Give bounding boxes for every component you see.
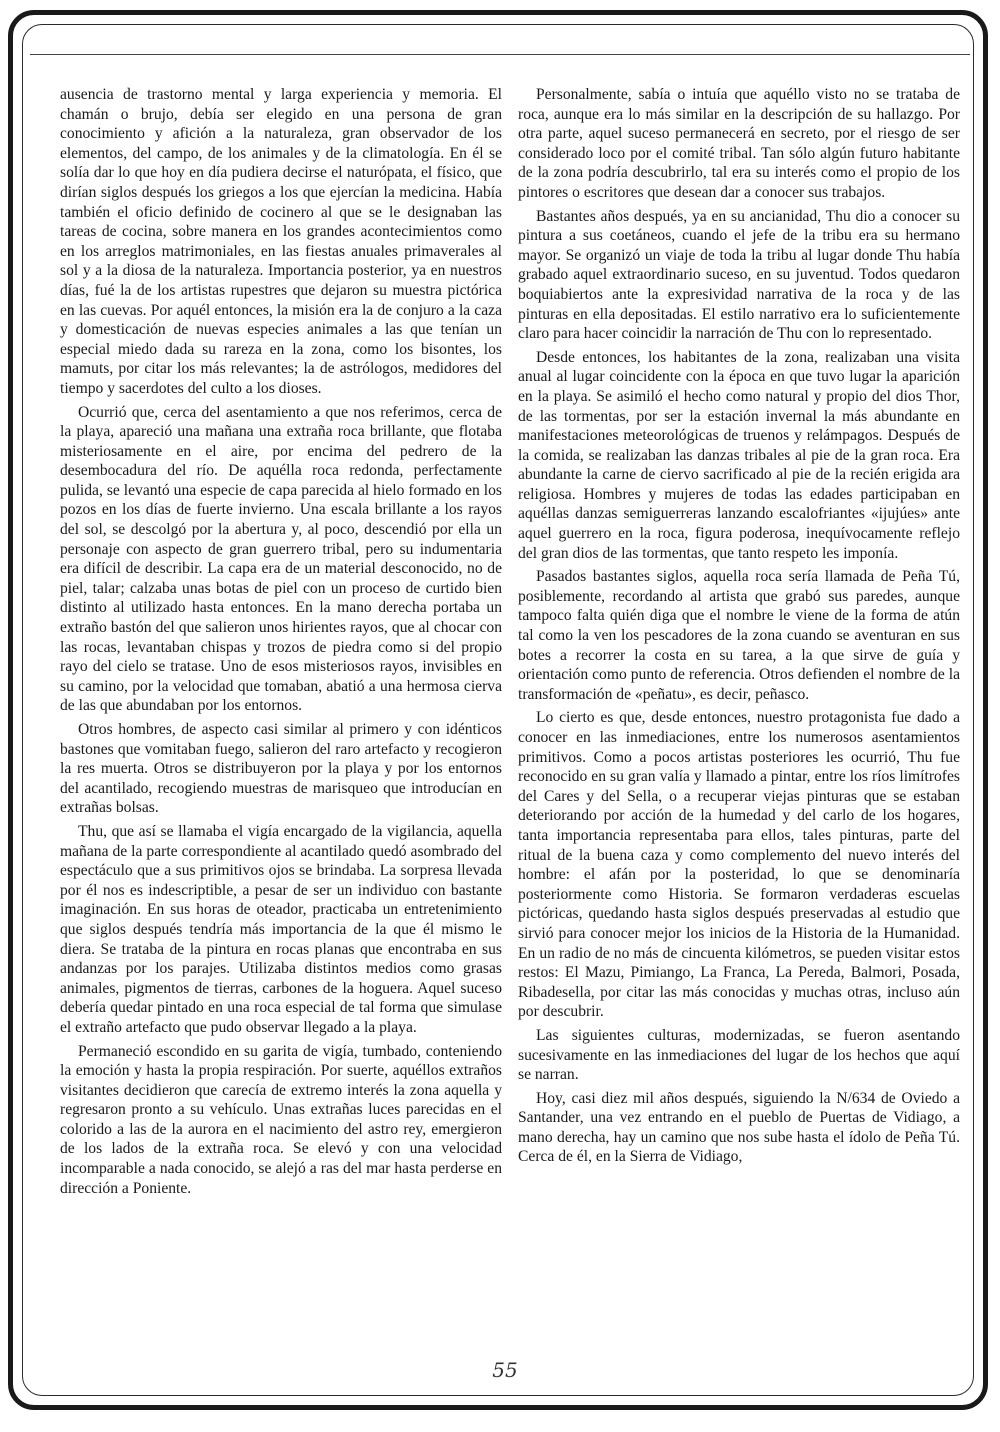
page-number: 55 [492, 1358, 518, 1382]
paragraph: Bastantes años después, ya en su ancianidad, Thu dio a conocer su pintura a sus coetáneos, cuando el jefe de la tribu era su hermano mayor. Se organizó un viaje de toda la tribu al lugar donde Thu había grabado aquel extraordinario suceso, en su juventud. Todos quedaron boquiabiertos ante la expresividad narrativa de la roca y de las pinturas en ella depositadas. El estilo narrativo era lo suficientemente claro para hacer coincidir la narración de Thu con lo representado. [518, 207, 960, 343]
paragraph: ausencia de trastorno mental y larga experiencia y memoria. El chamán o brujo, debía ser elegido en una persona de gran conocimiento y afición a la naturaleza, gran observador de los elementos, del campo, de los animales y de la climatología. En él se solía dar lo que hoy en día pudiera decirse el naturópata, el físico, que dirían siglos después los griegos a los que ejercían la medicina. Había también el oficio definido de cocinero al que se le designaban las tareas de cocina, sobre manera en los grandes acontecimientos como en los arreglos matrimoniales, en las fiestas anuales primaverales al sol y a la diosa de la naturaleza. Importancia posterior, ya en nuestros días, fué la de los artistas rupestres que dejaron su muestra pictórica en las cuevas. Por aquél entonces, la misión era la de conjuro a la caza y domesticación de nuevas especies animales a las que tenían un especial miedo dada su rareza en la zona, como los bisontes, los mamuts, por citar los más relevantes; la de astrólogos, medidores del tiempo y sacerdotes del culto a los dioses. [60, 86, 502, 397]
paragraph: Pasados bastantes siglos, aquella roca sería llamada de Peña Tú, posiblemente, recordando al artista que grabó sus paredes, aunque tampoco falta quién diga que el nombre le viene de la forma de atún tal como la ven los pescadores de la zona cuando se aventuran en sus botes a recorrer la costa en su tarea, a la que sirve de guía y orientación como punto de referencia. Otros defienden el nombre de la transformación de «peñatu», es decir, peñasco. [518, 568, 960, 703]
text-columns [60, 85, 960, 1345]
header-rule [30, 54, 970, 55]
paragraph: Ocurrió que, cerca del asentamiento a que nos referimos, cerca de la playa, apareció una mañana una extraña roca brillante, que flotaba misteriosamente en el aire, por encima del pedrero de la desembocadura del río. De aquélla roca redonda, perfectamente pulida, se levantó una especie de capa parecida al hielo formado en los pozos en los días de fuerte invierno. Una escala brillante a los rayos del sol, se descolgó por la abertura y, al poco, descendió por ella un personaje con aspecto de gran guerrero tribal, pero su indumentaria era difícil de describir. La capa era de un material desconocido, no de piel, talar; calzaba unas botas de piel con un proceso de curtido bien distinto al utilizado hasta entonces. En la mano derecha portaba un extraño bastón del que salieron unos hirientes rayos, que al chocar con las rocas, levantaban chispas y trozos de piedra como si del propio rayo del cielo se tratase. Uno de esos misteriosos rayos, invisibles en su camino, por la velocidad que tomaban, abatió a una hermosa cierva de las que abundaban por los entornos. [60, 403, 502, 715]
paragraph: Hoy, casi diez mil años después, siguiendo la N/634 de Oviedo a Santander, una vez entrando en el pueblo de Puertas de Vidiago, a mano derecha, hay un camino que nos sube hasta el ídolo de Peña Tú. Cerca de él, en la Sierra de Vidiago, [518, 1089, 960, 1166]
paragraph: Permaneció escondido en su garita de vigía, tumbado, conteniendo la emoción y hasta la propia respiración. Por suerte, aquéllos extraños visitantes decidieron que carecía de extremo interés la zona aquella y regresaron pronto a su vehículo. Unas extrañas luces parecidas en el colorido a las de la aurora en el nacimiento del astro rey, emergieron de los lados de la extraña roca. Se elevó y con una velocidad incomparable a nada conocido, se alejó a ras del mar hasta perderse en dirección a Poniente. [60, 1042, 502, 1197]
paragraph: Otros hombres, de aspecto casi similar al primero y con idénticos bastones que vomitaban fuego, salieron del raro artefacto y recogieron la res muerta. Otros se distribuyeron por la playa y por los entornos del acantilado, recogiendo muestras de marisqueo que introducían en extrañas bolsas. [60, 721, 502, 817]
paragraph: Lo cierto es que, desde entonces, nuestro protagonista fue dado a conocer en las inmediaciones, entre los numerosos asentamientos primitivos. Como a pocos artistas posteriores les ocurrió, Thu fue reconocido en su gran valía y llamado a pintar, entre los ríos limítrofes del Cares y del Sella, o a recuperar viejas pinturas que se estaban deteriorando por acción de la humedad y del carlo de los hogares, tanta importancia representaba para ellos, tales pinturas, parte del ritual de la buena caza y como complemento del nuevo interés del hombre: el afán por la posteridad, lo que se denominaría posteriormente como Historia. Se formaron verdaderas escuelas pictóricas, quedando hasta siglos después preservadas al estudio que sirvió para conocer mejor los inicios de la Historia de la Humanidad. En un radio de no más de cincuenta kilómetros, se pueden visitar estos restos: El Mazu, Pimiango, La Franca, La Pereda, Balmori, Posada, Ribadesella, por citar las más conocidas y muchas otras, incluso aún por descubrir. [518, 709, 960, 1021]
left-column [60, 85, 502, 1345]
paragraph: Thu, que así se llamaba el vigía encargado de la vigilancia, aquella mañana de la parte correspondiente al acantilado quedó asombrado del espectáculo que a sus primitivos ojos se brindaba. La sorpresa llevada por él nos es indescriptible, a pesar de ser un individuo con bastante imaginación. En sus horas de oteador, practicaba un entretenimiento que siglos después tendría más importancia de la que él mismo le diera. Se trataba de la pintura en rocas planas que encontraba en sus andanzas por los parajes. Utilizaba distintos medios como grasas animales, pigmentos de tierras, carbones de la hoguera. Aquel suceso debería quedar pintado en una roca especial de tal forma que simulase el extraño artefacto que pudo observar llegado a la playa. [60, 822, 502, 1036]
paragraph: Personalmente, sabía o intuía que aquéllo visto no se trataba de roca, aunque era lo más similar en la descripción de su hallazgo. Por otra parte, aquel suceso permanecerá en secreto, por el riesgo de ser considerado loco por el comité tribal. Tan sólo algún futuro habitante de la zona podría descubrirlo, tal era su interés como el propio de los pintores o escritores que desean dar a conocer sus trabajos. [518, 86, 960, 201]
paragraph: Las siguientes culturas, modernizadas, se fueron asentando sucesivamente en las inmediaciones del lugar de los hechos que aquí se narran. [518, 1026, 960, 1084]
paragraph: Desde entonces, los habitantes de la zona, realizaban una visita anual al lugar coincidente con la época en que tuvo lugar la aparición en la playa. Se asimiló el hecho como natural y propio del dios Thor, de las tormentas, por ser la estación invernal la más abundante en manifestaciones meteorológicas de truenos y relámpagos. Después de la comida, se realizaban las danzas tribales al pie de la gran roca. Era abundante la carne de ciervo sacrificado al pie de la recién erigida ara religiosa. Hombres y mujeres de todas las edades participaban en aquéllas danzas semiguerreras lanzando escalofriantes «ijujúes» ante aquel guerrero en la roca, figura poderosa, inequívocamente reflejo del gran dios de las tormentas, que tanto respeto les imponía. [518, 348, 960, 562]
right-column [518, 85, 960, 1345]
